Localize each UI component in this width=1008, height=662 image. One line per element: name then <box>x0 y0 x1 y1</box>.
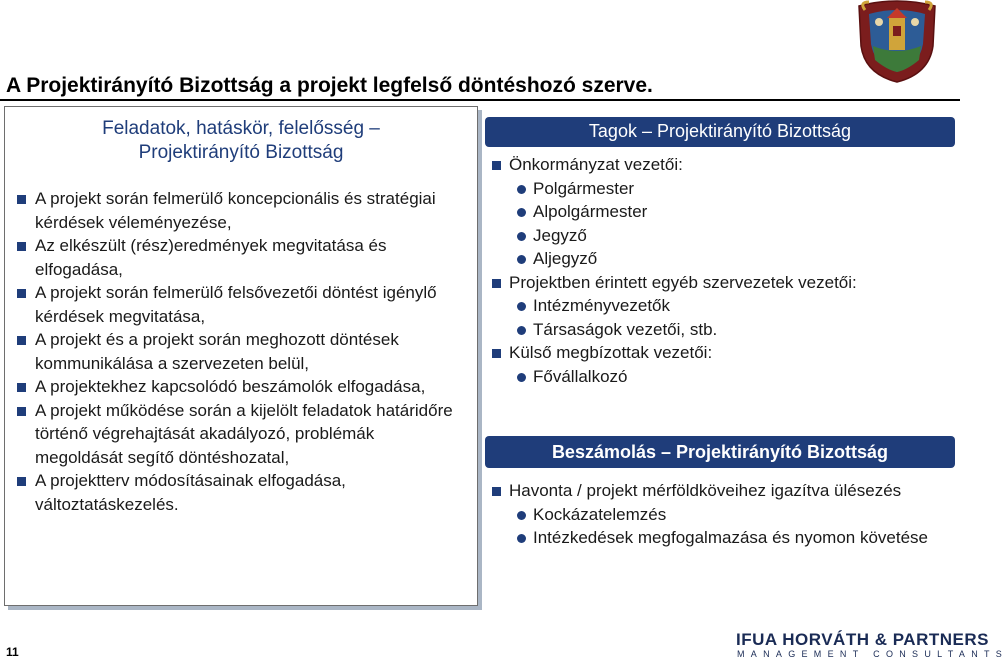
round-bullet-icon <box>517 255 526 264</box>
square-bullet-icon <box>17 195 26 204</box>
list-item <box>485 200 945 224</box>
responsibilities-list <box>17 187 465 516</box>
square-bullet-icon <box>492 279 501 288</box>
square-bullet-icon <box>492 349 501 358</box>
list-item-text: Külső megbízottak vezetői: <box>509 343 713 362</box>
list-item-text: Aljegyző <box>533 249 598 268</box>
reporting-list <box>485 479 945 550</box>
responsibilities-heading-line1: Feladatok, hatáskör, felelősség – <box>102 118 380 139</box>
square-bullet-icon <box>17 336 26 345</box>
list-item-text: A projekt során felmerülő felsővezetői döntést igénylő kérdések megvitatása, <box>35 283 437 326</box>
round-bullet-icon <box>517 511 526 520</box>
list-item <box>17 375 465 399</box>
logo-tagline: MANAGEMENT CONSULTANTS <box>737 649 1008 659</box>
list-item <box>485 479 945 503</box>
list-item-text: A projekt működése során a kijelölt feladatok határidőre történő végrehajtását akadályozó, problémák megoldását segítő döntéshozatal, <box>35 400 453 467</box>
list-item <box>17 469 465 516</box>
round-bullet-icon <box>517 534 526 543</box>
list-item <box>17 234 465 281</box>
list-item-text: A projektterv módosításainak elfogadása, változtatáskezelés. <box>35 471 346 514</box>
list-item <box>485 341 945 365</box>
list-item <box>485 177 945 201</box>
responsibilities-heading <box>5 117 477 165</box>
list-item <box>485 153 945 177</box>
round-bullet-icon <box>517 373 526 382</box>
list-item <box>17 187 465 234</box>
list-item-text: A projekt és a projekt során meghozott döntések kommunikálása a szervezeten belül, <box>35 330 399 373</box>
list-item-text: Kockázatelemzés <box>533 504 667 524</box>
round-bullet-icon <box>517 326 526 335</box>
list-item <box>485 271 945 295</box>
square-bullet-icon <box>17 289 26 298</box>
list-item <box>485 224 945 248</box>
members-heading: Tagok – Projektirányító Bizottság <box>485 117 955 147</box>
list-item <box>17 328 465 375</box>
round-bullet-icon <box>517 302 526 311</box>
list-item-text: Polgármester <box>533 178 635 198</box>
list-item <box>485 526 945 550</box>
list-item <box>485 247 945 271</box>
page-title: A Projektirányító Bizottság a projekt legfelső döntéshozó szerve. <box>6 74 653 97</box>
responsibilities-heading-line2: Projektirányító Bizottság <box>138 142 344 163</box>
list-item-text: Társaságok vezetői, stb. <box>533 319 718 339</box>
list-item-text: Jegyző <box>533 225 587 245</box>
round-bullet-icon <box>517 208 526 217</box>
list-item <box>17 281 465 328</box>
square-bullet-icon <box>17 383 26 392</box>
list-item-text: Alpolgármester <box>533 202 648 221</box>
list-item <box>485 503 945 527</box>
list-item-text: Az elkészült (rész)eredmények megvitatása és elfogadása, <box>35 236 387 279</box>
responsibilities-panel <box>4 106 478 606</box>
logo-name: IFUA HORVÁTH & PARTNERS <box>736 630 989 649</box>
list-item-text: Intézkedések megfogalmazása és nyomon követése <box>533 528 929 547</box>
members-list <box>485 153 945 388</box>
round-bullet-icon <box>517 185 526 194</box>
list-item-text: A projekt során felmerülő koncepcionális és stratégiai kérdések véleményezése, <box>35 189 436 232</box>
page-number: 11 <box>6 645 19 659</box>
title-divider <box>0 99 960 101</box>
round-bullet-icon <box>517 232 526 241</box>
list-item-text: Projektben érintett egyéb szervezetek vezetői: <box>509 272 857 292</box>
list-item-text: Havonta / projekt mérföldköveihez igazítva ülésezés <box>509 481 902 500</box>
list-item <box>17 399 465 470</box>
list-item <box>485 294 945 318</box>
square-bullet-icon <box>492 161 501 170</box>
list-item <box>485 365 945 389</box>
company-logo <box>736 630 1008 660</box>
list-item-text: Intézményvezetők <box>533 296 671 315</box>
square-bullet-icon <box>17 477 26 486</box>
list-item-text: A projektekhez kapcsolódó beszámolók elfogadása, <box>35 377 426 396</box>
square-bullet-icon <box>17 407 26 416</box>
list-item-text: Önkormányzat vezetői: <box>509 155 683 174</box>
square-bullet-icon <box>492 487 501 496</box>
coat-of-arms-icon <box>851 0 943 84</box>
reporting-heading: Beszámolás – Projektirányító Bizottság <box>485 436 955 468</box>
list-item <box>485 318 945 342</box>
square-bullet-icon <box>17 242 26 251</box>
list-item-text: Fővállalkozó <box>533 366 628 386</box>
